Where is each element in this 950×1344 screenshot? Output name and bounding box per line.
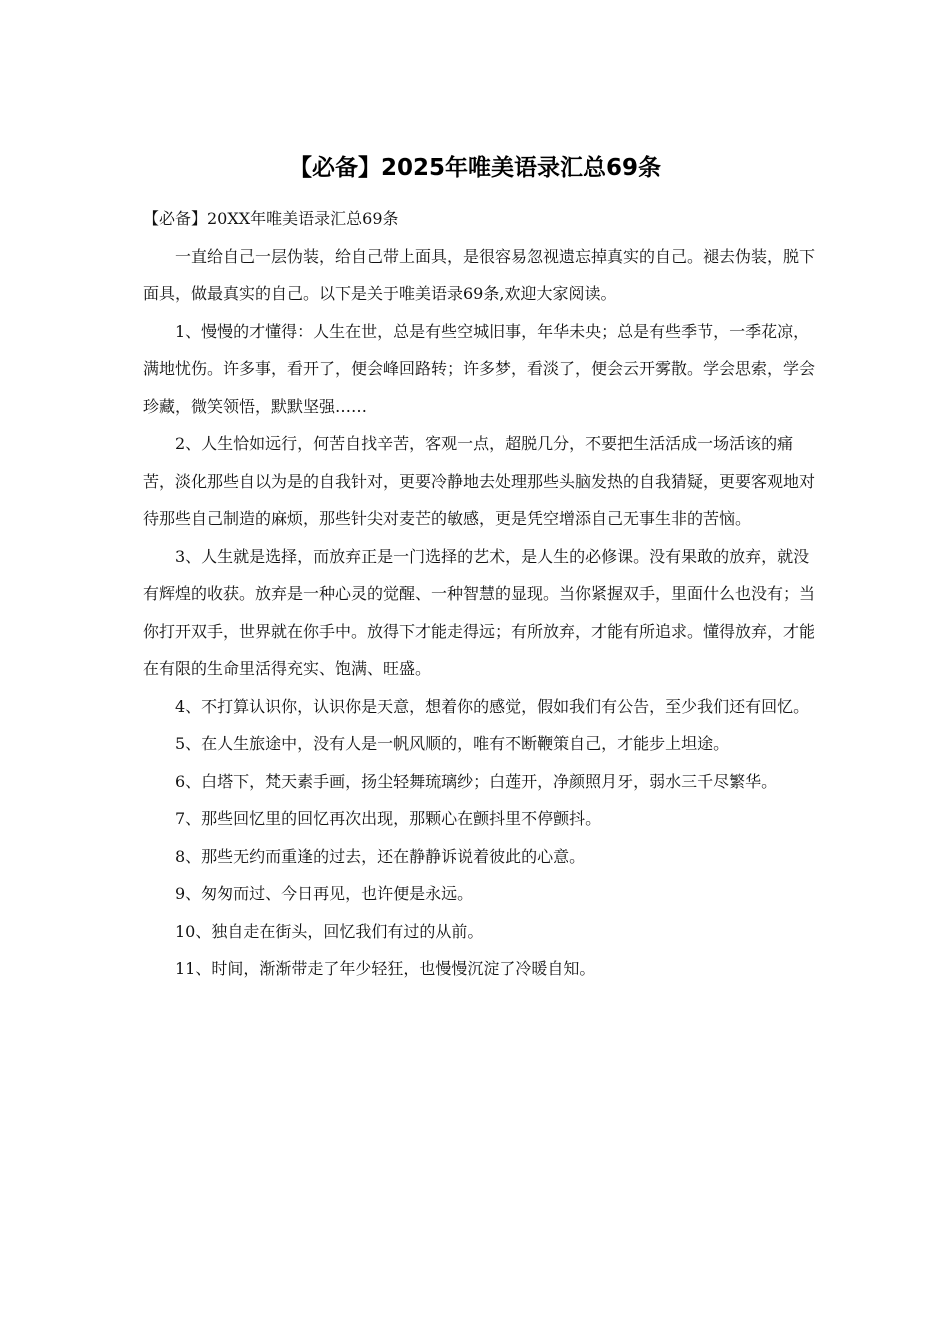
quote-paragraph-7: 7、那些回忆里的回忆再次出现，那颗心在颤抖里不停颤抖。 — [175, 809, 602, 828]
quote-paragraph-11: 11、时间，渐渐带走了年少轻狂，也慢慢沉淀了冷暖自知。 — [175, 959, 596, 978]
intro-paragraph: 一直给自己一层伪装，给自己带上面具，是很容易忽视遗忘掉真实的自己。褪去伪装，脱下面具，做最真实的自己。以下是关于唯美语录69条,欢迎大家阅读。 — [143, 246, 816, 303]
quote-paragraph-4: 4、不打算认识你，认识你是天意，想着你的感觉，假如我们有公告，至少我们还有回忆。 — [175, 696, 810, 716]
document-subtitle: 【必备】20XX年唯美语录汇总69条 — [143, 209, 399, 228]
quote-paragraph-10: 10、独自走在街头，回忆我们有过的从前。 — [175, 921, 484, 941]
document-title: 【必备】2025年唯美语录汇总69条 — [288, 155, 662, 181]
quote-paragraph-8: 8、那些无约而重逢的过去，还在静静诉说着彼此的心意。 — [175, 846, 586, 866]
quote-paragraph-2: 2、人生恰如远行，何苦自找辛苦，客观一点，超脱几分，不要把生活活成一场活该的痛苦，淡化那些自以为是的自我针对，更要冷静地去处理那些头脑发热的自我猜疑，更要客观地对待那些自己制造的麻烦，那些针尖对麦芒的敏感，更是凭空增添自己无事生非的苦恼。 — [143, 434, 816, 528]
quote-paragraph-3: 3、人生就是选择，而放弃正是一门选择的艺术，是人生的必修课。没有果敢的放弃，就没有辉煌的收获。放弃是一种心灵的觉醒、一种智慧的显现。当你紧握双手，里面什么也没有；当你打开双手，世界就在你手中。放得下才能走得远；有所放弃，才能有所追求。懂得放弃，才能在有限的生命里活得充实、饱满、旺盛。 — [143, 546, 816, 678]
quote-paragraph-5: 5、在人生旅途中，没有人是一帆风顺的，唯有不断鞭策自己，才能步上坦途。 — [175, 734, 730, 753]
quote-paragraph-9: 9、匆匆而过、今日再见，也许便是永远。 — [175, 884, 474, 903]
quote-paragraph-6: 6、白塔下，梵天素手画，扬尘轻舞琉璃纱；白莲开，净颜照月牙，弱水三千尽繁华。 — [175, 771, 778, 791]
quote-paragraph-1: 1、慢慢的才懂得：人生在世，总是有些空城旧事，年华未央；总是有些季节，一季花凉，满地忧伤。许多事，看开了，便会峰回路转；许多梦，看淡了，便会云开雾散。学会思索，学会珍藏，微笑领悟，默默坚强…… — [143, 321, 816, 416]
document-body — [143, 200, 823, 988]
